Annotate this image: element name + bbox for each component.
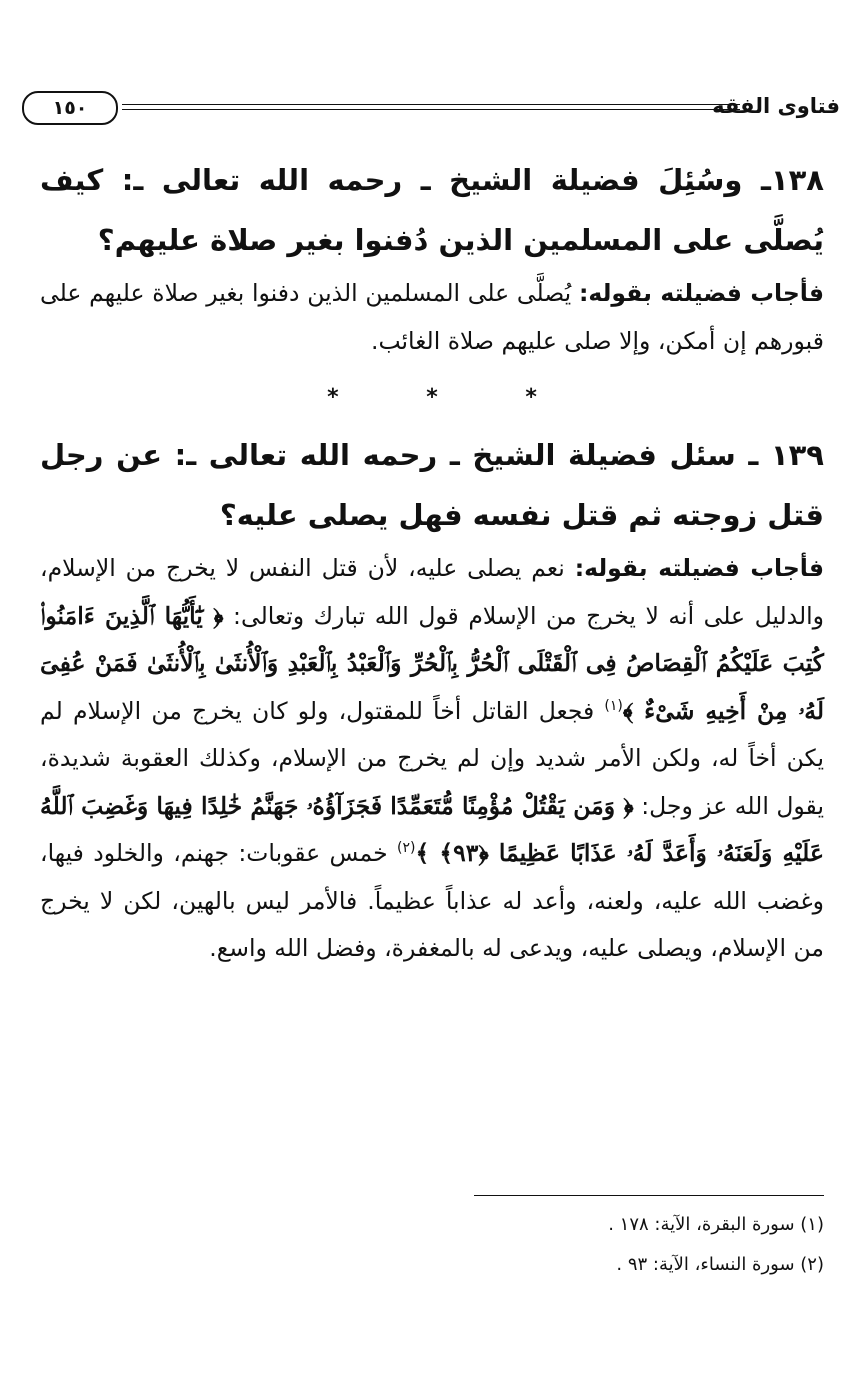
answer-text: نعم يصلى عليه، لأن قتل النفس لا يخرج من الإسلام، والدليل على أنه لا يخرج من الإسلام قول الله تبارك وتعالى: xyxy=(40,554,824,630)
page-body xyxy=(40,150,824,973)
footnote-1: (١) سورة البقرة، الآية: ١٧٨ . xyxy=(608,1214,824,1235)
page-header xyxy=(22,92,840,132)
book-title: فتاوى الفقه xyxy=(712,94,840,118)
quran-verse-2: ﴿ وَمَن يَقْتُلْ مُؤْمِنًا مُّتَعَمِّدًا فَجَزَآؤُهُۥ جَهَنَّمُ خَٰلِدًا فِيهَا وَغَضِبَ ٱللَّهُ عَلَيْهِ وَلَعَنَهُۥ وَأَعَدَّ لَهُۥ عَذَابًا عَظِيمًا ﴿٩٣﴾ ﴾ xyxy=(40,791,824,867)
footnote-ref-2: (٢) xyxy=(397,840,416,857)
footnotes xyxy=(608,1205,824,1285)
footnote-ref-1: (١) xyxy=(604,697,623,714)
answer-138 xyxy=(40,270,824,365)
answer-139 xyxy=(40,545,824,973)
answer-text: فجعل القاتل أخاً للمقتول، ولو كان يخرج من الإسلام لم يكن أخاً له، ولكن الأمر شديد وإن لم يخرج من الإسلام، وكذلك العقوبة شديدة، يقول الله عز وجل: xyxy=(40,696,824,820)
answer-text: يُصلَّى على المسلمين الذين دفنوا بغير صلاة عليهم على قبورهم إن أمكن، وإلا صلى عليهم صلاة الغائب. xyxy=(40,279,824,355)
quran-verse-1: ﴿ يَٰٓأَيُّهَا ٱلَّذِينَ ءَامَنُوا۟ كُتِبَ عَلَيْكُمُ ٱلْقِصَاصُ فِى ٱلْقَتْلَى ٱلْحُرُّ بِٱلْحُرِّ وَٱلْعَبْدُ بِٱلْعَبْدِ وَٱلْأُنثَىٰ بِٱلْأُنثَىٰ فَمَنْ عُفِىَ لَهُۥ مِنْ أَخِيهِ شَىْءٌ ﴾ xyxy=(40,601,824,725)
footnote-2: (٢) سورة النساء، الآية: ٩٣ . xyxy=(616,1254,824,1275)
question-139: ١٣٩ ـ سئل فضيلة الشيخ ـ رحمه الله تعالى ـ: عن رجل قتل زوجته ثم قتل نفسه فهل يصلى عليه؟ xyxy=(40,438,824,532)
section-separator: * * * xyxy=(327,385,577,410)
question-138: ١٣٨ـ وسُئِلَ فضيلة الشيخ ـ رحمه الله تعالى ـ: كيف يُصلَّى على المسلمين الذين دُفنوا بغير صلاة عليهم؟ xyxy=(40,163,824,257)
answer-lead: فأجاب فضيلته بقوله: xyxy=(578,279,824,307)
answer-lead: فأجاب فضيلته بقوله: xyxy=(574,554,824,582)
footnote-rule xyxy=(474,1195,824,1196)
header-rule xyxy=(122,104,740,110)
page-number: ١٥٠ xyxy=(22,91,118,125)
answer-text: خمس عقوبات: جهنم، والخلود فيها، وغضب الله عليه، ولعنه، وأعد له عذاباً عظيماً. فالأمر ليس بالهين، لكن لا يخرج من الإسلام، ويصلى عليه، ويدعى له بالمغفرة، وفضل الله واسع. xyxy=(40,839,824,962)
